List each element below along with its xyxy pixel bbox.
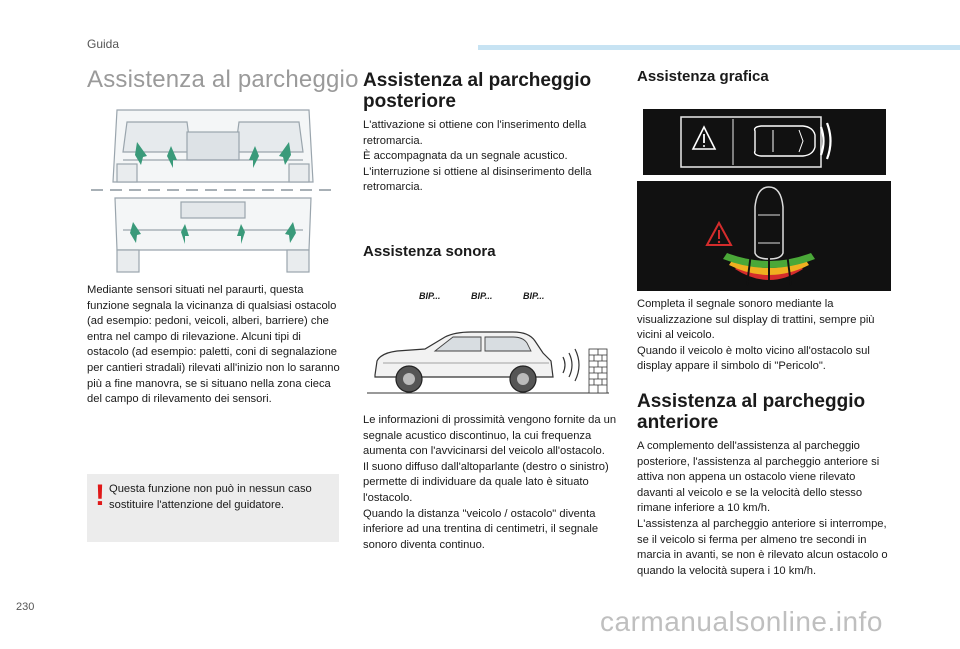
heading-rear-assist <box>363 70 613 112</box>
warning-icon: ! <box>95 479 105 512</box>
car-sound-illustration <box>363 305 613 405</box>
display-screen-large <box>637 181 891 291</box>
rear-body-p3: L'interruzione si ottiene al disinserimento della retromarcia. <box>363 165 592 194</box>
header-accent-bar <box>478 45 960 50</box>
rear-body-p1: L'attivazione si ottiene con l'inserimento della retromarcia. <box>363 119 587 147</box>
heading-graphic-assist: Assistenza grafica <box>637 68 769 85</box>
sound-body-p1: Le informazioni di prossimità vengono fornite da un segnale acustico discontinuo, la cui frequenza aumenta con l'avvicinarsi del veicolo all'ostacolo. <box>363 414 617 458</box>
bumper-sensors-illustration <box>87 102 339 276</box>
front-body-p1: A complemento dell'assistenza al parcheggio posteriore, l'assistenza al parcheggio anteriore si attiva non appena un ostacolo viene rilevato davanti al veicolo e se la velocità dello stesso rimane inferiore a 10 km/h. <box>637 440 880 515</box>
section-label: Guida <box>87 37 120 51</box>
col1-body: Mediante sensori situati nel paraurti, questa funzione segnala la vicinanza di qualsiasi ostacolo (ad esempio: pedoni, veicoli, alberi, barriere) che entra nel campo di rilevazione. Alcuni tipi di ostacolo (ad esempio: paletti, coni di segnalazione per cantieri stradali) rilevati all'inizio non lo saranno più a fine manovra, se si situano nella zona cieca del campo di rilevamento dei sensori. <box>87 284 340 406</box>
page-number: 230 <box>16 601 35 613</box>
heading-rear-line-1: Assistenza al parcheggio <box>363 70 592 91</box>
graphic-assist-body <box>637 297 891 375</box>
sound-assist-body <box>363 413 617 553</box>
page-title: Assistenza al parcheggio <box>87 66 359 93</box>
graphic-body-p1: Completa il segnale sonoro mediante la visualizzazione sul display di trattini, sempre più vicini al veicolo. <box>637 298 875 342</box>
rear-body-p2: È accompagnata da un segnale acustico. <box>363 150 568 163</box>
bip-label-2: BIP... <box>471 291 493 301</box>
front-body-p2: L'assistenza al parcheggio anteriore si interrompe, se il veicolo si ferma per almeno tre secondi in marcia in avanti, se non è rilevato alcun ostacolo o quando la velocità supera i 10 km/h. <box>637 517 888 577</box>
sound-body-p3: Quando la distanza "veicolo / ostacolo" diventa inferiore ad una trentina di centimetri, il segnale sonoro diventa continuo. <box>363 507 599 551</box>
bip-label-3: BIP... <box>523 291 545 301</box>
display-screen-small <box>643 109 886 175</box>
heading-rear-line-2: posteriore <box>363 91 456 112</box>
bip-label-1: BIP... <box>419 291 441 301</box>
front-assist-body <box>637 439 891 579</box>
heading-front-assist <box>637 391 891 433</box>
graphic-body-p2: Quando il veicolo è molto vicino all'ostacolo sul display appare il simbolo di "Pericolo". <box>637 344 870 373</box>
warning-box <box>87 474 339 542</box>
heading-front-line-1: Assistenza al parcheggio <box>637 391 866 412</box>
heading-front-line-2: anteriore <box>637 412 719 433</box>
heading-sound-assist: Assistenza sonora <box>363 243 496 260</box>
rear-assist-body <box>363 118 613 196</box>
warning-text: Questa funzione non può in nessun caso sostituire l'attenzione del guidatore. <box>109 483 312 511</box>
sound-body-p2: Il suono diffuso dall'altoparlante (destro o sinistro) permette di individuare da quale lato è situato l'ostacolo. <box>363 460 609 504</box>
footer-watermark: carmanualsonline.info <box>600 606 883 637</box>
